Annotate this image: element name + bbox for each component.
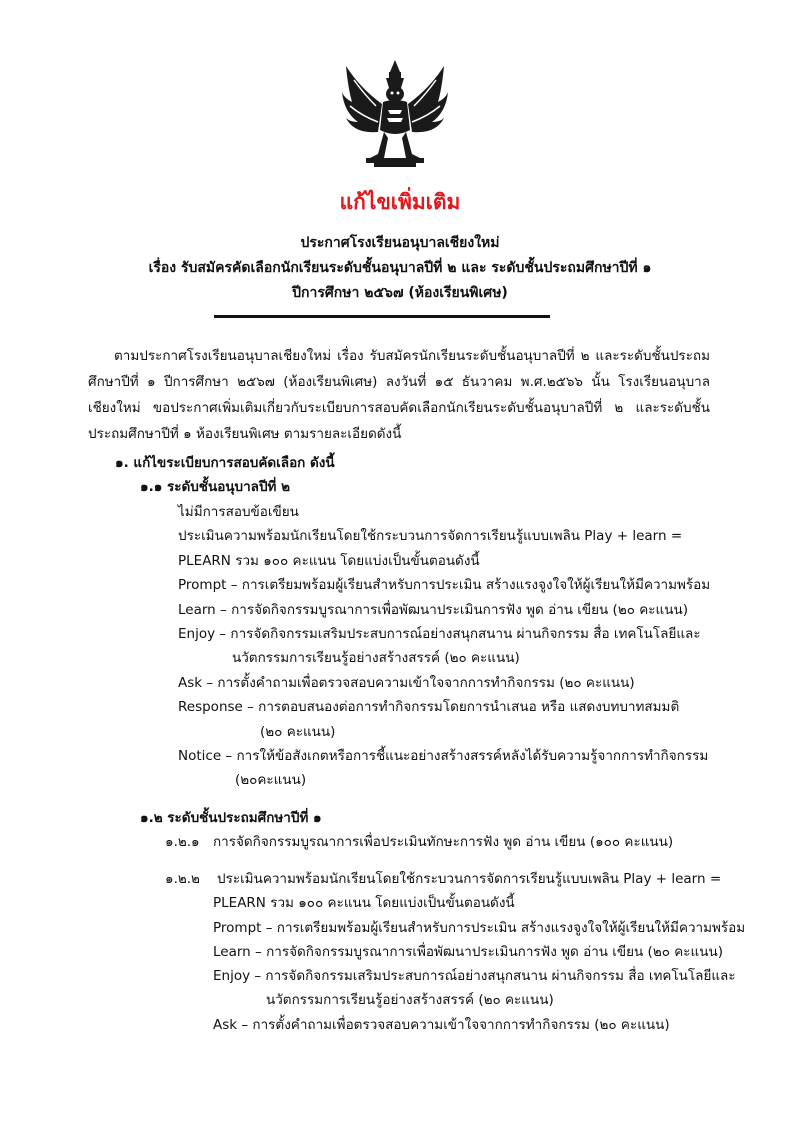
p1-desc-enjoy-cont: นวัตกรรมการเรียนรู้อย่างสร้างสรรค์ (๒๐ คะแนน) [266,992,554,1008]
section-1-1-heading: ๑.๑ ระดับชั้นอนุบาลปีที่ ๒ [140,479,291,495]
item-1-2-1-text: การจัดกิจกรรมบูรณาการเพื่อประเมินทักษะการฟัง พูด อ่าน เขียน (๑๐๐ คะแนน) [213,834,674,850]
section-1-heading: ๑. แก้ไขระเบียบการสอบคัดเลือก ดังนี้ [115,455,335,471]
desc-learn: – การจัดกิจกรรมบูรณาการเพื่อพัฒนาประเมินการฟัง พูด อ่าน เขียน (๒๐ คะแนน) [215,602,688,618]
intro-paragraph: ตามประกาศโรงเรียนอนุบาลเชียงใหม่ เรื่อง รับสมัครนักเรียนระดับชั้นอนุบาลปีที่ ๒ และระดับชั้นประถมศึกษาปีที่ ๑ ปีการศึกษา ๒๕๖๗ (ห้องเรียนพิเศษ) ลงวันที่ ๑๕ ธันวาคม พ.ศ.๒๕๖๖ นั้น โรงเรียนอนุบาลเชียงใหม่ ขอประกาศเพิ่มเติมเกี่ยวกับระเบียบการสอบคัดเลือกนักเรียนระดับชั้นอนุบาลปีที่ ๒ และระดับชั้นประถมศึกษาปีที่ ๑ ห้องเรียนพิเศษ ตามรายละเอียดดังนี้ [88,348,710,442]
step-ask [178,671,635,693]
term-prompt: Prompt [178,577,227,593]
p1-term-enjoy: Enjoy [213,968,251,984]
term-enjoy: Enjoy [178,626,216,642]
desc-prompt: – การเตรียมพร้อมผู้เรียนสำหรับการประเมิน สร้างแรงจูงใจให้ผู้เรียนให้มีความพร้อม [226,577,711,593]
announcement-subject: เรื่อง รับสมัครคัดเลือกนักเรียนระดับชั้นอนุบาลปีที่ ๒ และ ระดับชั้นประถมศึกษาปีที่ ๑ [148,260,652,276]
desc-response: – การตอบสนองต่อการทำกิจกรรมโดยการนำเสนอ หรือ แสดงบทบาทสมมติ [242,699,680,715]
announcement-title: ประกาศโรงเรียนอนุบาลเชียงใหม่ [300,235,500,251]
term-notice: Notice [178,748,222,764]
desc-enjoy-cont: นวัตกรรมการเรียนรู้อย่างสร้างสรรค์ (๒๐ คะแนน) [232,650,520,666]
desc-notice-cont: (๒๐คะแนน) [235,772,307,788]
p1-step-enjoy [213,964,736,986]
item-1-2-2-line-1: ประเมินความพร้อมนักเรียนโดยใช้กระบวนการจัดการเรียนรู้แบบเพลิน Play + learn = [217,871,722,887]
p1-term-ask: Ask [213,1017,238,1033]
p1-desc-ask: – การตั้งคำถามเพื่อตรวจสอบความเข้าใจจากการทำกิจกรรม (๒๐ คะแนน) [237,1017,670,1033]
assess-line-1: ประเมินความพร้อมนักเรียนโดยใช้กระบวนการจัดการเรียนรู้แบบเพลิน Play + learn = [178,528,683,544]
desc-ask: – การตั้งคำถามเพื่อตรวจสอบความเข้าใจจากการทำกิจกรรม (๒๐ คะแนน) [202,675,635,691]
title-divider [214,315,550,318]
assess-line-2: PLEARN รวม ๑๐๐ คะแนน โดยแบ่งเป็นขั้นตอนดังนี้ [178,553,480,569]
no-written-exam: ไม่มีการสอบข้อเขียน [178,504,299,520]
step-enjoy [178,622,701,644]
step-learn [178,598,688,620]
p1-step-ask [213,1013,670,1035]
p1-step-learn [213,940,723,962]
p1-term-learn: Learn [213,944,251,960]
correction-title: แก้ไขเพิ่มเติม [339,190,461,214]
p1-step-prompt [213,916,745,938]
p1-desc-prompt: – การเตรียมพร้อมผู้เรียนสำหรับการประเมิน สร้างแรงจูงใจให้ผู้เรียนให้มีความพร้อม [261,920,746,936]
academic-year: ปีการศึกษา ๒๕๖๗ (ห้องเรียนพิเศษ) [292,285,508,301]
section-1-2-heading: ๑.๒ ระดับชั้นประถมศึกษาปีที่ ๑ [140,810,322,826]
p1-desc-learn: – การจัดกิจกรรมบูรณาการเพื่อพัฒนาประเมินการฟัง พูด อ่าน เขียน (๒๐ คะแนน) [250,944,723,960]
step-notice [178,744,708,766]
item-1-2-2-number: ๑.๒.๒ [165,871,200,887]
step-response [178,695,679,717]
desc-response-cont: (๒๐ คะแนน) [260,724,336,740]
step-prompt [178,573,710,595]
garuda-emblem-icon [340,58,450,170]
item-1-2-2-line-2: PLEARN รวม ๑๐๐ คะแนน โดยแบ่งเป็นขั้นตอนดังนี้ [213,895,515,911]
term-response: Response [178,699,243,715]
p1-term-prompt: Prompt [213,920,262,936]
term-ask: Ask [178,675,203,691]
item-1-2-1-number: ๑.๒.๑ [165,834,200,850]
desc-notice: – การให้ข้อสังเกตหรือการชี้แนะอย่างสร้างสรรค์หลังได้รับความรู้จากการทำกิจกรรม [221,748,709,764]
p1-desc-enjoy: – การจัดกิจกรรมเสริมประสบการณ์อย่างสนุกสนาน ผ่านกิจกรรม สื่อ เทคโนโลยีและ [250,968,736,984]
desc-enjoy: – การจัดกิจกรรมเสริมประสบการณ์อย่างสนุกสนาน ผ่านกิจกรรม สื่อ เทคโนโลยีและ [215,626,701,642]
term-learn: Learn [178,602,216,618]
